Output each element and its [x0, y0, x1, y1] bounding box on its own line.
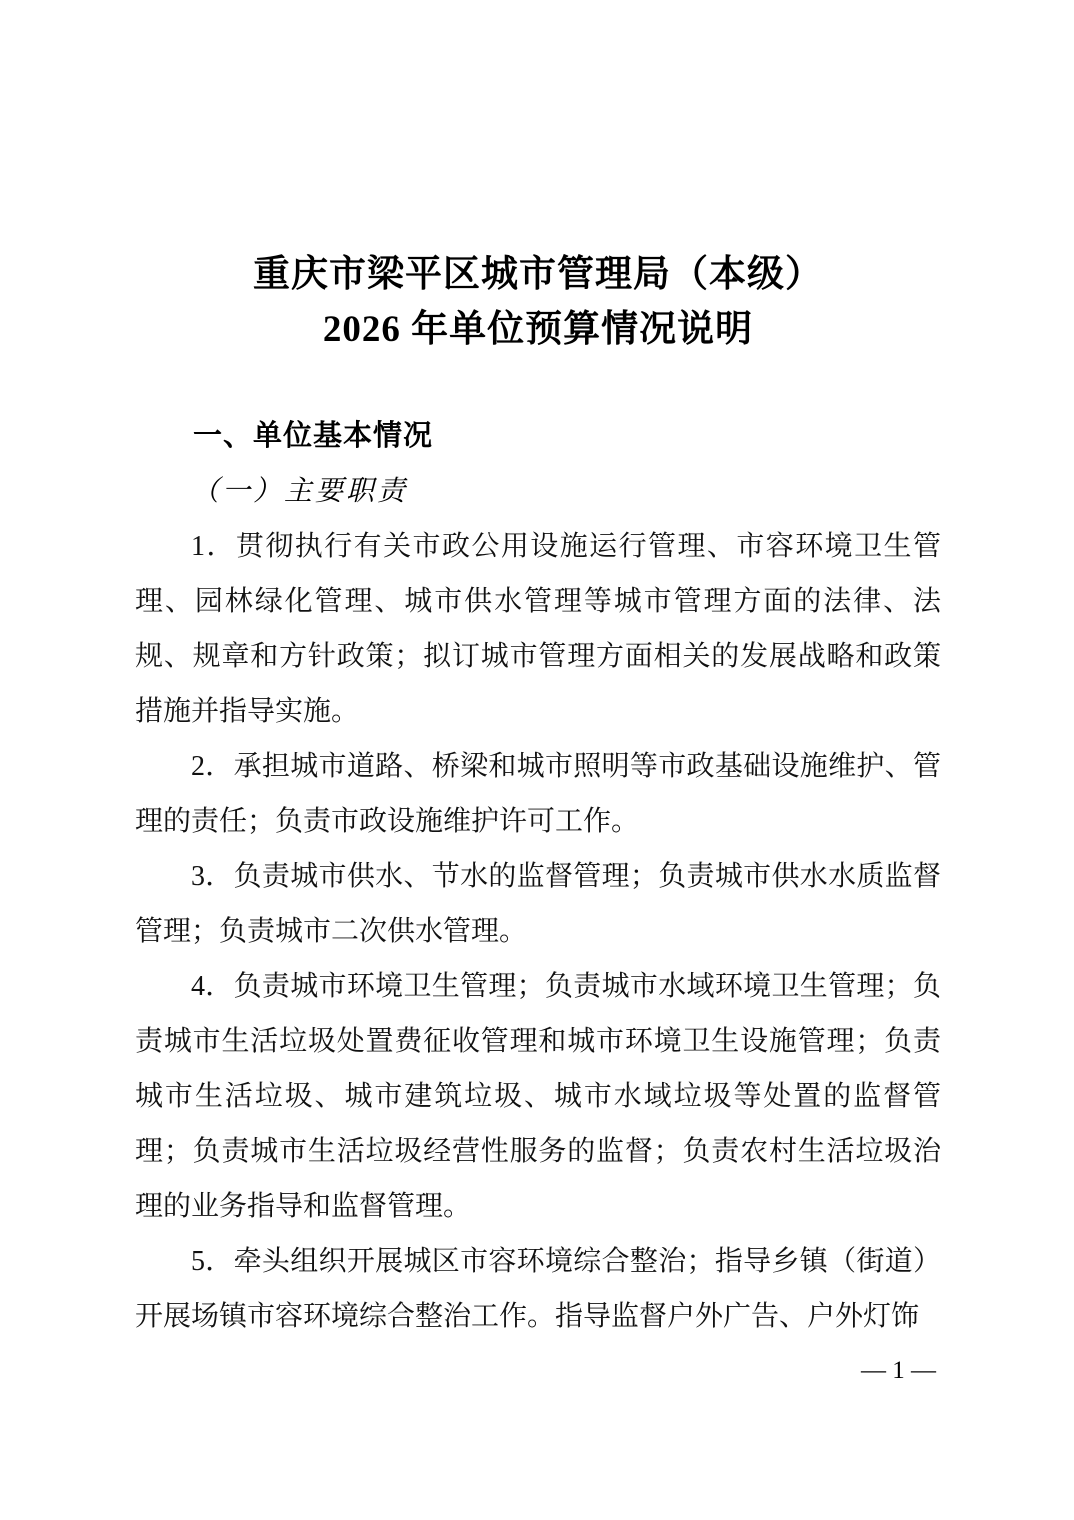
- document-title: [135, 0, 941, 357]
- paragraph-duty-2: 2．承担城市道路、桥梁和城市照明等市政基础设施维护、管理的责任；负责市政设施维护许可工作。: [135, 751, 941, 837]
- document-title-line1: 重庆市梁平区城市管理局（本级）: [253, 254, 823, 295]
- paragraph-duty-4: 4．负责城市环境卫生管理；负责城市水域环境卫生管理；负责城市生活垃圾处置费征收管理和城市环境卫生设施管理；负责城市生活垃圾、城市建筑垃圾、城市水域垃圾等处置的监督管理；负责城市生活垃圾经营性服务的监督；负责农村生活垃圾治理的业务指导和监督管理。: [135, 971, 941, 1222]
- paragraph-duty-3: 3．负责城市供水、节水的监督管理；负责城市供水水质监督管理；负责城市二次供水管理。: [135, 861, 941, 947]
- paragraph-duty-5: 5．牵头组织开展城区市容环境综合整治；指导乡镇（街道）开展场镇市容环境综合整治工作。指导监督户外广告、户外灯饰: [135, 1246, 941, 1332]
- page-number: — 1 —: [861, 1357, 936, 1384]
- subsection-heading-main-duties: （一）主要职责: [191, 476, 409, 507]
- paragraph-duty-1: 1．贯彻执行有关市政公用设施运行管理、市容环境卫生管理、园林绿化管理、城市供水管理等城市管理方面的法律、法规、规章和方针政策；拟订城市管理方面相关的发展战略和政策措施并指导实施。: [135, 531, 941, 727]
- section-heading-unit-basic-info: 一、单位基本情况: [193, 420, 434, 452]
- document-content: [135, 0, 941, 1344]
- document-title-line2: 2026 年单位预算情况说明: [322, 309, 754, 350]
